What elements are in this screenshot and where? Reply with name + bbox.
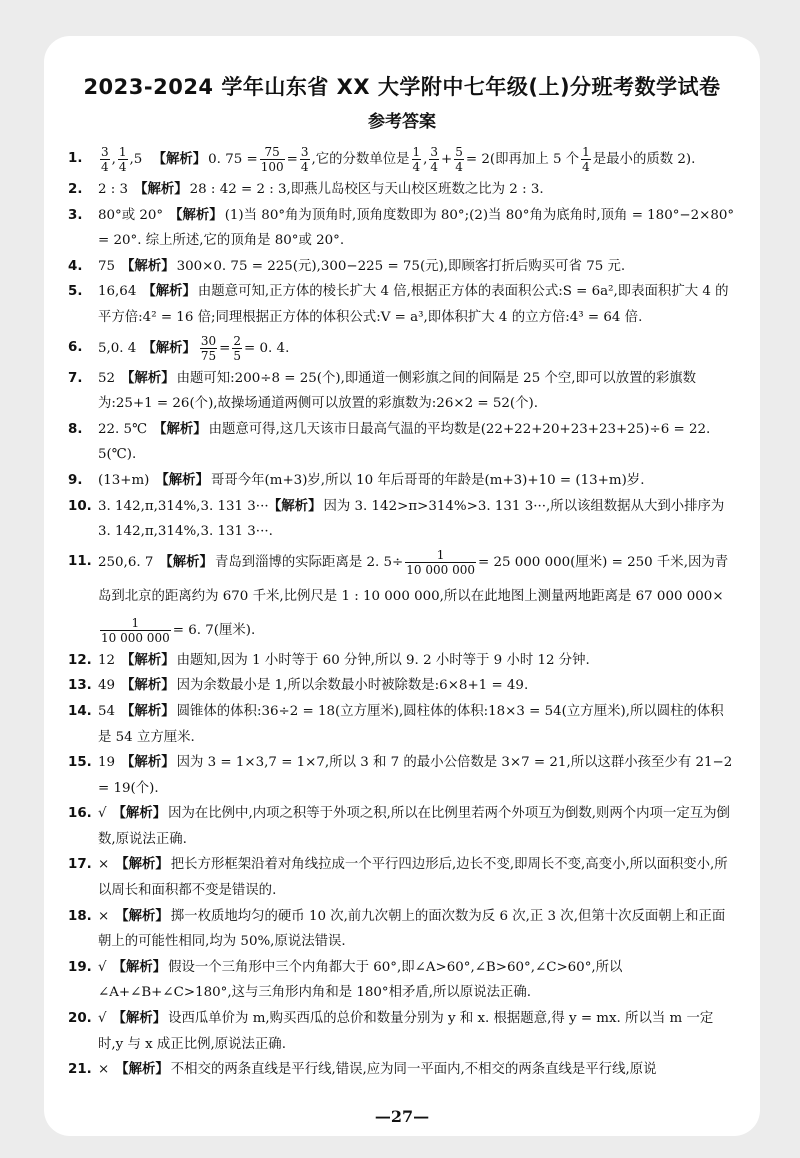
answer-value: 12 [98,652,116,668]
analysis-text: 掷一枚质地均匀的硬币 10 次,前九次朝上的面次数为反 6 次,正 3 次,但第十次反面朝上和正面朝上的可能性相同,均为 50%,原说法错误. [98,908,726,950]
item-number: 2. [68,182,83,197]
item-number: 7. [68,370,83,386]
answer-item [68,673,736,699]
answer-value: (13+m) [98,472,150,488]
analysis-text: 300×0. 75 = 225(元),300−225 = 75(元),即顾客打折后购买可省 75 元. [176,258,626,274]
item-number: 15. [68,755,92,771]
fraction: $\frac{1}{4}$ [412,145,421,174]
fraction: $\frac{1}{10 000 000}$ [406,547,475,577]
analysis-tag: 【解析】 [115,856,169,873]
answer-item [68,1057,736,1083]
answer-item [68,494,736,545]
item-number: 5. [68,284,83,300]
fraction: $\frac{3}{4}$ [300,145,309,174]
answer-item [68,366,736,417]
analysis-tag: 【解析】 [121,257,175,274]
analysis-text: 因为在比例中,内项之积等于外项之积,所以在比例里若两个外项互为倒数,则两个内项一定互为倒数,原说法正确. [98,806,730,847]
answer-value: 52 [98,370,116,386]
answer-value: 54 [98,703,116,719]
analysis-tag: 【解析】 [115,907,169,924]
fraction: $\frac{1}{10 000 000}$ [101,615,170,645]
answer-item [68,468,736,494]
answer-item [68,177,736,203]
analysis-text: 因为余数最小是 1,所以余数最小时被除数是:6×8+1 = 49. [176,678,529,694]
analysis-tag: 【解析】 [169,206,223,223]
fraction: $\frac{3}{4}$ [101,145,109,174]
fraction: $\frac{1}{4}$ [118,145,127,174]
analysis-text: 因为 3 = 1×3,7 = 1×7,所以 3 和 7 的最小公倍数是 3×7 = 21,所以这群小孩至少有 21−2 = 19(个). [98,755,733,796]
analysis-tag: 【解析】 [142,339,196,356]
answer-item [68,417,736,468]
item-number: 10. [68,498,92,514]
analysis-tag: 【解析】 [115,1061,169,1078]
answer-item [68,699,736,750]
fraction: $\frac{5}{4}$ [455,145,463,174]
answer-item-11: 11. 250,6. 7 【解析】 青岛到淄博的实际距离是 2. 5÷ $\frac{1}{10 000 000}$ = 25 000 000(厘米) = 250 千米,因为青岛到北京的距离约为 670 千米,比例尺是 1 : 10 000 000,所以在此地图上测量两地距离是 67 000 000× $\frac{1}{10 000 000}$ = 6. 7(厘米). [68,545,736,648]
answer-item [68,904,736,955]
analysis-text: 哥哥今年(m+3)岁,所以 10 年后哥哥的年龄是(m+3)+10 = (13+m)岁. [210,472,645,488]
answer-value: 19 [98,755,116,771]
answer-item [68,203,736,254]
analysis-text: 把长方形框架沿着对角线拉成一个平行四边形后,边长不变,即周长不变,高变小,所以面积变小,所以周长和面积都不变是错误的. [98,857,728,899]
item-number: 8. [68,421,83,437]
item-number: 19. [68,959,92,975]
item-number: 14. [68,703,92,719]
analysis-tag: 【解析】 [112,1010,167,1027]
item-number: 6. [68,339,83,355]
item-number: 9. [68,472,83,488]
analysis-tag: 【解析】 [112,805,167,822]
answer-value: × [98,908,110,924]
analysis-tag: 【解析】 [134,181,188,197]
fraction: $\frac{3}{4}$ [430,145,439,174]
analysis-tag: 【解析】 [274,497,322,514]
analysis-text: 由题意可得,这几天该市日最高气温的平均数是(22+22+20+23+23+25)÷6 = 22. 5(℃). [98,421,711,463]
fraction: $\frac{30}{75}$ [200,333,217,363]
answer-item [68,648,736,674]
analysis-text: 不相交的两条直线是平行线,错误,应为同一平面内,不相交的两条直线是平行线,原说 [170,1062,657,1078]
page-title: 2023-2024 学年山东省 XX 大学附中七年级(上)分班考数学试卷 [83,75,721,99]
answer-value: 16,64 [98,284,137,300]
analysis-text: 圆锥体的体积:36÷2 = 18(立方厘米),圆柱体的体积:18×3 = 54(立方厘米),所以圆柱的体积是 54 立方厘米. [98,703,724,745]
answer-item [68,1006,736,1057]
fraction: $\frac{75}{100}$ [260,145,284,174]
answer-value: 250,6. 7 [98,554,154,570]
analysis-tag: 【解析】 [155,471,209,488]
answer-item-6: 6. 5,0. 4 【解析】 $\frac{30}{75}$ = $\frac{2}{5}$ = 0. 4. [68,331,736,366]
item-number: 16. [68,806,92,822]
analysis-tag: 【解析】 [121,651,175,668]
answer-value: × [98,1062,110,1078]
analysis-text: 28 : 42 = 2 : 3,即燕儿岛校区与天山校区班数之比为 2 : 3. [189,182,544,197]
analysis-tag: 【解析】 [152,151,207,167]
answer-value: 5,0. 4 [98,340,137,356]
analysis-tag: 【解析】 [121,754,175,771]
analysis-text: 因为 3. 142>π>314%>3. 131 3···,所以该组数据从大到小排序为 3. 142,π,314%,3. 131 3···. [98,498,725,540]
answer-item-1: 1. $\frac{3}{4}$ , $\frac{1}{4}$ ,5 【解析】 0. 75 = $\frac{75}{100}$ = $\frac{3}{4}$ ,它的分数单位是 $\frac{1}{4}$ , $\frac{3}{4}$ + $\frac{5}{4}$ = 2(即再加上 5 个 $\frac{1}{4}$ 是最小的质数 2). [68,142,736,177]
fraction: $\frac{2}{5}$ [233,333,242,363]
analysis-tag: 【解析】 [121,702,175,719]
item-number: 11. [68,553,92,569]
answer-item [68,852,736,903]
answer-value: × [98,857,110,873]
answer-item [68,801,736,852]
item-number: 21. [68,1062,92,1078]
item-number: 12. [68,652,92,668]
answer-value: ,5 [129,152,143,167]
answer-value: √ [98,806,107,822]
item-number: 13. [68,678,92,694]
page-subtitle: 参考答案 [368,112,436,132]
analysis-text: 设西瓜单价为 m,购买西瓜的总价和数量分别为 y 和 x. 根据题意,得 y = mx. 所以当 m 一定时,y 与 x 成正比例,原说法正确. [98,1011,714,1052]
analysis-text: 假设一个三角形中三个内角都大于 60°,即∠A>60°,∠B>60°,∠C>60°,所以∠A+∠B+∠C>180°,这与三角形内角和是 180°相矛盾,所以原说法正确. [98,959,623,1001]
answer-value: 22. 5℃ [98,421,148,437]
analysis-text: 由题意可知,正方体的棱长扩大 4 倍,根据正方体的表面积公式:S = 6a²,即表面积扩大 4 的平方倍:4² = 16 倍;同理根据正方体的体积公式:V = a³,即体积扩大 4 的立方倍:4³ = 64 倍. [98,284,729,325]
analysis-tag: 【解析】 [153,420,207,437]
answer-value: 49 [98,678,116,694]
answer-value: 75 [98,258,116,274]
analysis-tag: 【解析】 [121,677,175,694]
item-number: 17. [68,857,92,873]
fraction: $\frac{1}{4}$ [582,145,590,174]
answer-item [68,750,736,801]
analysis-tag: 【解析】 [159,553,213,570]
answer-item [68,955,736,1006]
analysis-tag: 【解析】 [121,369,175,386]
answer-value: 80°或 20° [98,207,164,223]
item-number: 18. [68,908,92,924]
item-number: 20. [68,1011,92,1027]
analysis-text: 由题知,因为 1 小时等于 60 分钟,所以 9. 2 小时等于 9 小时 12 分钟. [176,652,590,668]
analysis-text: (1)当 80°角为顶角时,顶角度数即为 80°;(2)当 80°角为底角时,顶角 = 180°−2×80° = 20°. 综上所述,它的顶角是 80°或 20°. [98,207,735,249]
item-number: 1. [68,151,83,166]
answer-value: 2 : 3 [98,182,129,197]
analysis-text: 由题可知:200÷8 = 25(个),即通道一侧彩旗之间的间隔是 25 个空,即可以放置的彩旗数为:25+1 = 26(个),故操场通道两侧可以放置的彩旗数为:26×2 = 52(个). [98,370,697,412]
analysis-tag: 【解析】 [112,958,167,975]
answer-value: 3. 142,π,314%,3. 131 3··· [98,498,269,514]
analysis-tag: 【解析】 [142,283,196,300]
answer-value: √ [98,959,107,975]
answer-page [44,36,760,1136]
answer-item [68,279,736,330]
page-number: —27— [374,1107,430,1126]
answer-item [68,254,736,280]
item-number: 4. [68,258,83,274]
answer-value: √ [98,1011,107,1027]
item-number: 3. [68,207,83,223]
